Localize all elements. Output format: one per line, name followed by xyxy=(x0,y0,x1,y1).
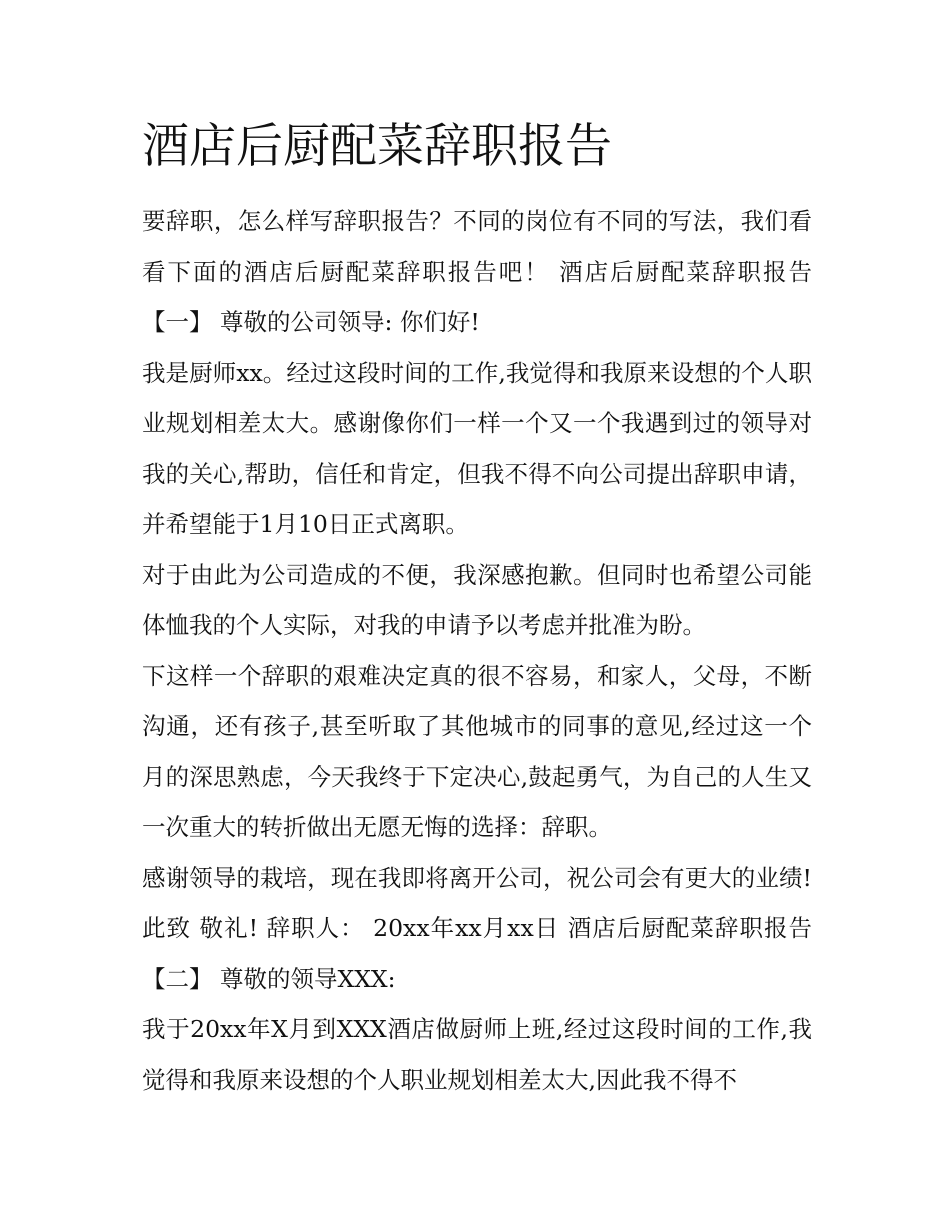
paragraph-5: 感谢领导的栽培，现在我即将离开公司，祝公司会有更大的业绩! 此致 敬礼! 辞职人： 20xx年xx月xx日 酒店后厨配菜辞职报告【二】 尊敬的领导XXX: xyxy=(142,863,812,993)
paragraph-4: 下这样一个辞职的艰难决定真的很不容易，和家人，父母，不断沟通，还有孩子,甚至听取了其他城市的同事的意见,经过这一个月的深思熟虑，今天我终于下定决心,鼓起勇气，为自己的人生又一次重大的转折做出无愿无悔的选择：辞职。 xyxy=(142,661,812,841)
paragraph-2: 我是厨师xx。经过这段时间的工作,我觉得和我原来设想的个人职业规划相差太大。感谢像你们一样一个又一个我遇到过的领导对我的关心,帮助，信任和肯定，但我不得不向公司提出辞职申请，并希望能于1月10日正式离职。 xyxy=(142,358,812,538)
document-title: 酒店后厨配菜辞职报告 xyxy=(142,119,612,174)
paragraph-6: 我于20xx年X月到XXX酒店做厨师上班,经过这段时间的工作,我觉得和我原来设想的个人职业规划相差太大,因此我不得不 xyxy=(142,1015,812,1094)
paragraph-1: 要辞职，怎么样写辞职报告？不同的岗位有不同的写法，我们看看下面的酒店后厨配菜辞职报告吧！ 酒店后厨配菜辞职报告【一】 尊敬的公司领导: 你们好! xyxy=(142,207,812,336)
document-body xyxy=(142,112,812,1105)
paragraph-3: 对于由此为公司造成的不便，我深感抱歉。但同时也希望公司能体恤我的个人实际，对我的申请予以考虑并批准为盼。 xyxy=(142,560,812,639)
